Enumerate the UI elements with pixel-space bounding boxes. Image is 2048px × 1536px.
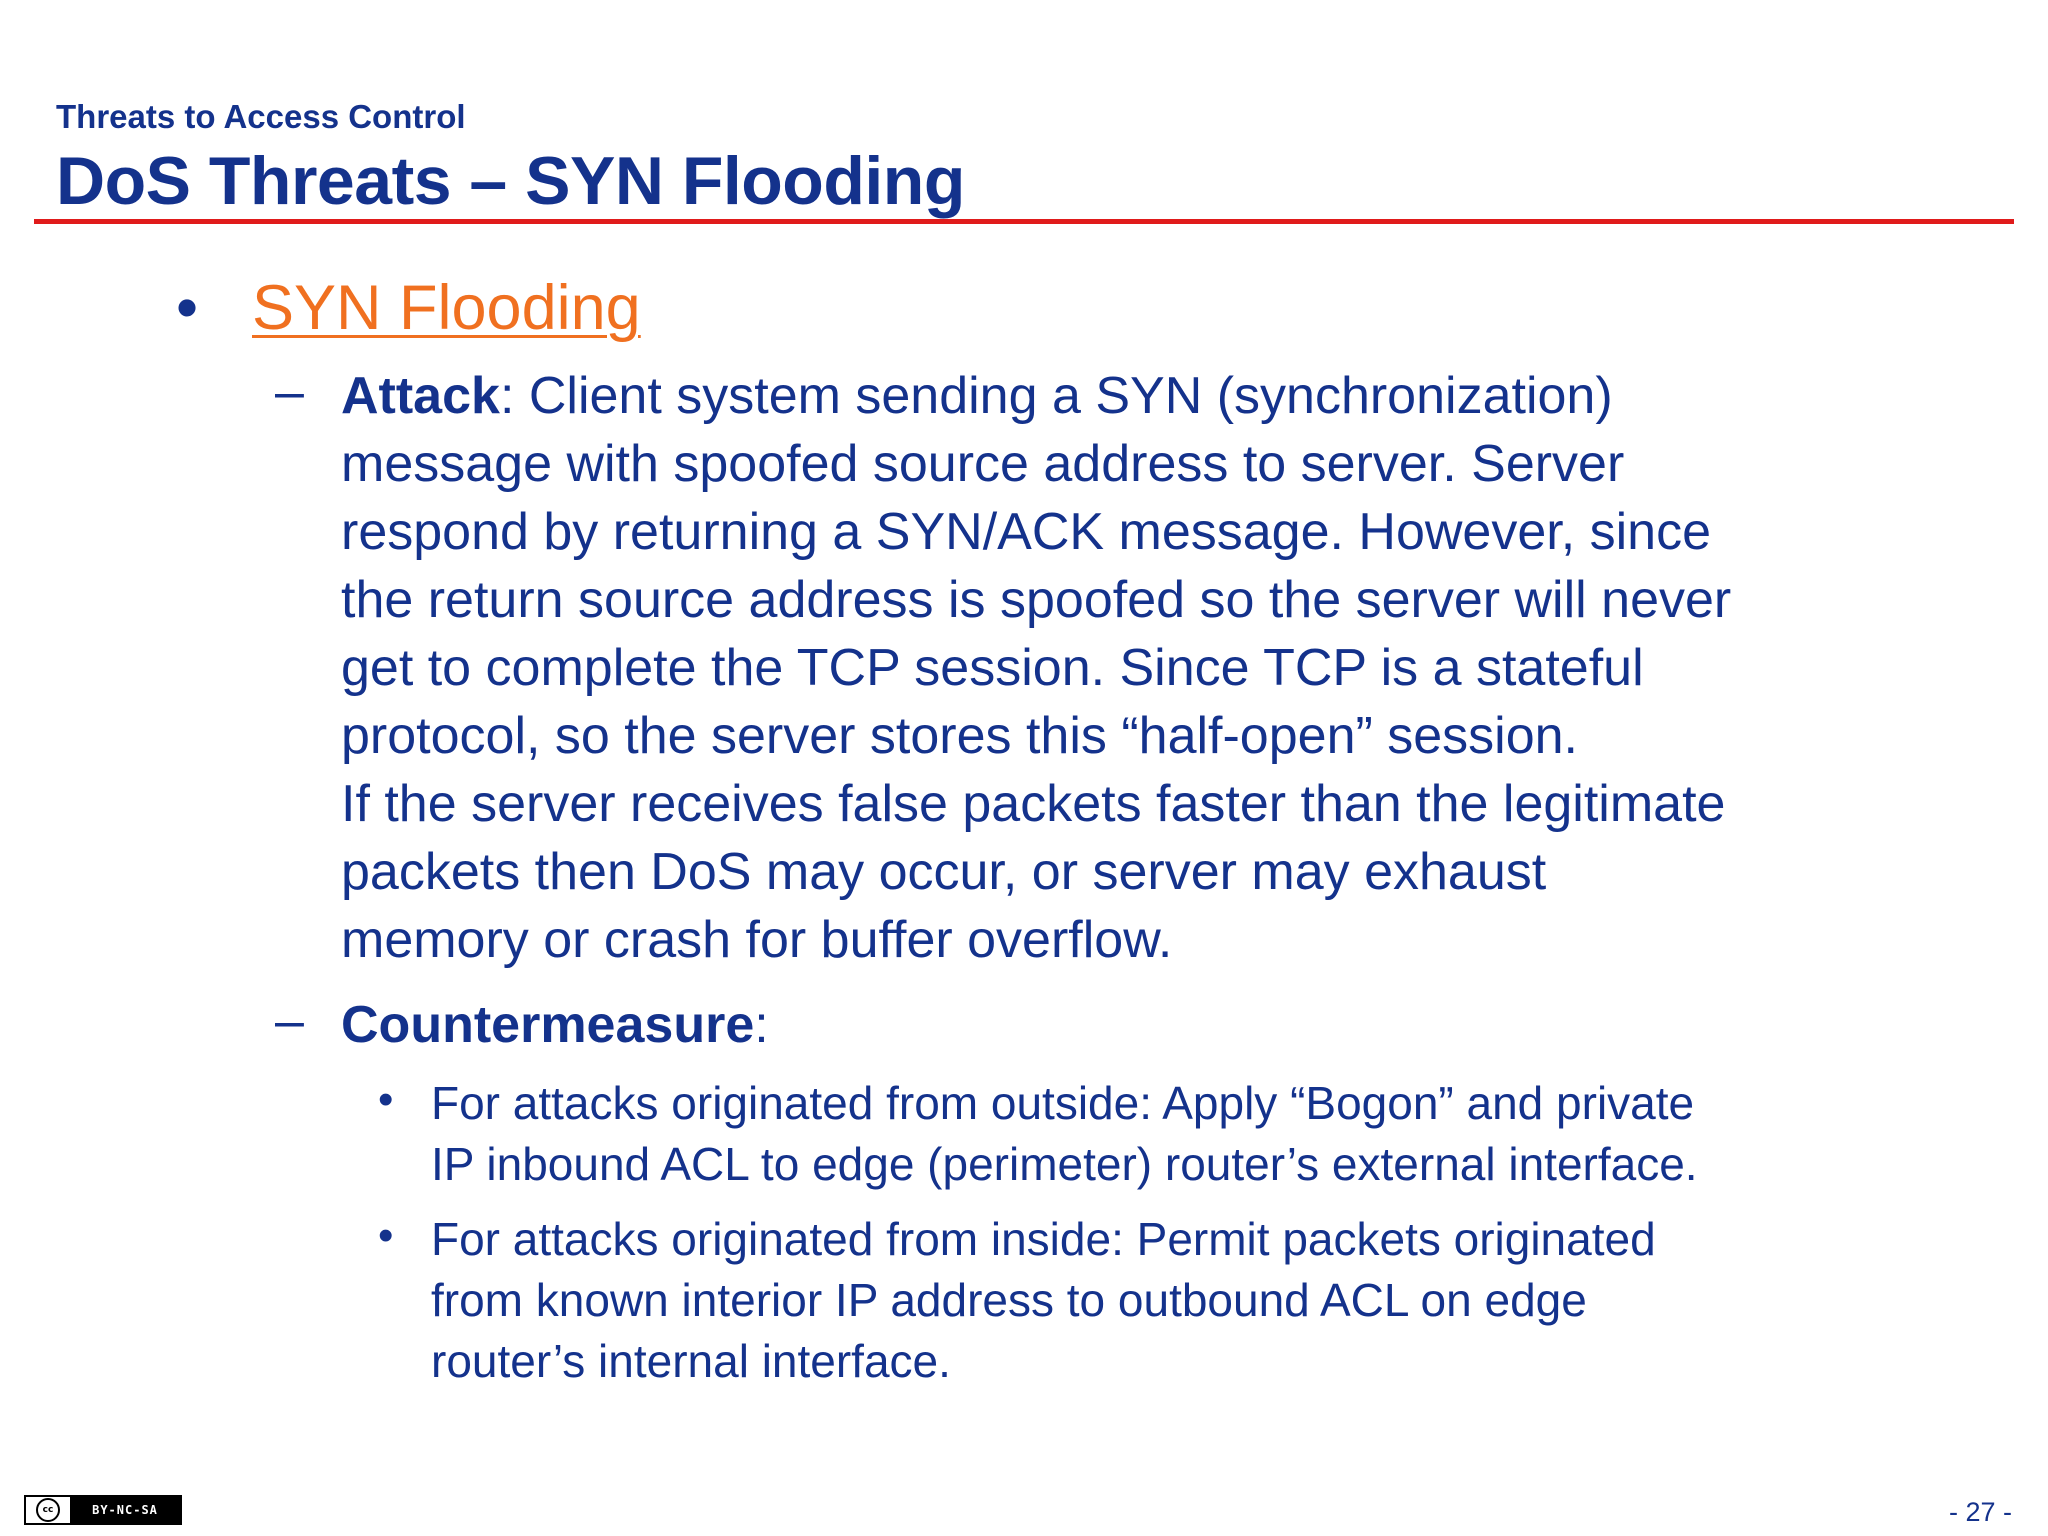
countermeasure-item [431, 1073, 1931, 1195]
bullet-icon: • [378, 1075, 394, 1124]
countermeasure-line: IP inbound ACL to edge (perimeter) router’s external interface. [431, 1138, 1698, 1190]
attack-label: Attack [341, 367, 500, 425]
countermeasure-suffix: : [754, 996, 769, 1054]
countermeasure-line: from known interior IP address to outbound ACL on edge [431, 1274, 1587, 1326]
attack-line: get to complete the TCP session. Since TCP is a stateful [341, 639, 1644, 697]
cc-license-badge[interactable] [24, 1495, 182, 1525]
countermeasure-line: For attacks originated from inside: Permit packets originated [431, 1213, 1656, 1265]
dash-icon: – [275, 363, 304, 421]
attack-line: message with spoofed source address to server. Server [341, 435, 1625, 493]
bullet-icon: • [378, 1211, 394, 1260]
bullet-icon: • [176, 273, 199, 343]
creative-commons-icon: cc [26, 1497, 70, 1523]
attack-line: If the server receives false packets faster than the legitimate [341, 775, 1726, 833]
license-text: BY-NC-SA [92, 1503, 158, 1517]
attack-line: protocol, so the server stores this “half-open” session. [341, 707, 1579, 765]
attack-line: packets then DoS may occur, or server may exhaust [341, 843, 1547, 901]
attack-line-0 [341, 362, 1901, 430]
topic-link[interactable]: SYN Flooding [252, 273, 641, 343]
attack-text: : Client system sending a SYN (synchronization) [499, 367, 1613, 425]
dash-icon: – [275, 992, 304, 1050]
page-number: - 27 - [1948, 1497, 2012, 1527]
section-subtitle: Threats to Access Control [56, 98, 466, 135]
page-title: DoS Threats – SYN Flooding [56, 143, 965, 219]
title-divider [34, 219, 2014, 224]
attack-line: the return source address is spoofed so the server will never [341, 571, 1732, 629]
attack-line: respond by returning a SYN/ACK message. However, since [341, 503, 1712, 561]
attack-paragraph [341, 362, 1901, 974]
countermeasure-item [431, 1209, 1931, 1392]
countermeasure-heading [341, 991, 1901, 1059]
countermeasure-line: For attacks originated from outside: Apply “Bogon” and private [431, 1077, 1695, 1129]
countermeasure-label: Countermeasure [341, 996, 755, 1054]
countermeasure-line: router’s internal interface. [431, 1335, 951, 1387]
attack-line: memory or crash for buffer overflow. [341, 911, 1173, 969]
